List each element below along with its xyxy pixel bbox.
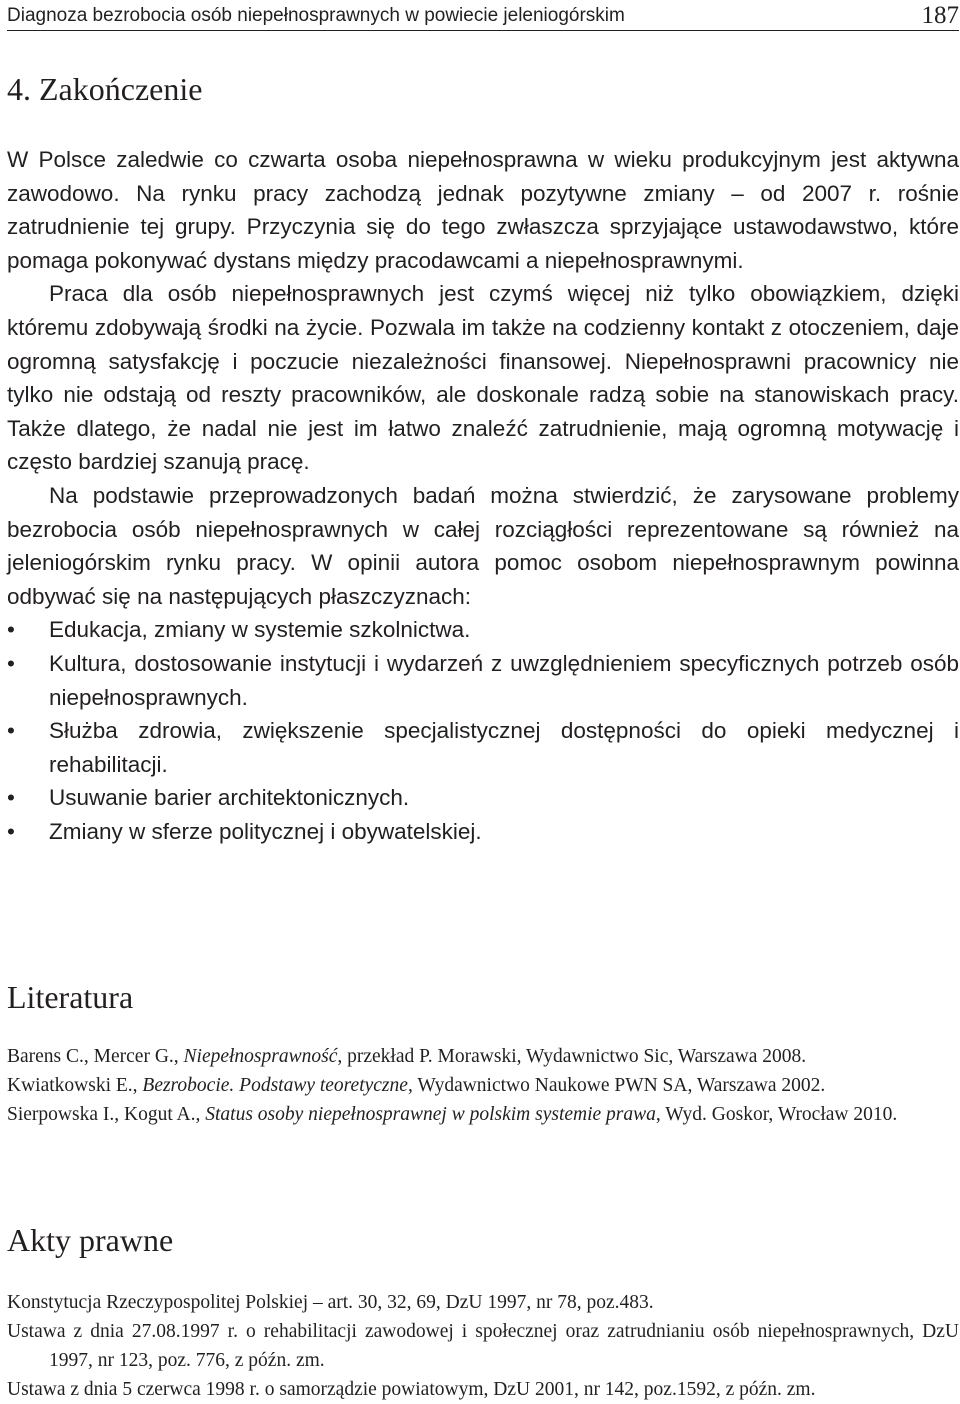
paragraph-3: Na podstawie przeprowadzonych badań można stwierdzić, że zarysowane problemy bezrobocia osób niepełnosprawnych w całej rozciągłości reprezentowane są również na jeleniogórskim rynku pracy. W opinii autora pomoc osobom niepełnosprawnym powinna odbywać się na następujących płaszczyznach:	[7, 482, 959, 609]
running-title: Diagnoza bezrobocia osób niepełnosprawnych w powiecie jeleniogórskim	[7, 5, 625, 26]
page-number: 187	[921, 2, 959, 29]
reference-title: Bezrobocie. Podstawy teoretyczne	[142, 1075, 408, 1096]
akty-prawne-heading: Akty prawne	[7, 1222, 174, 1258]
list-item	[7, 781, 959, 815]
list-item-text: Edukacja, zmiany w systemie szkolnictwa.	[49, 617, 471, 643]
bullet-icon: •	[7, 818, 15, 844]
reference-authors: Sierpowska I., Kogut A.,	[7, 1104, 206, 1125]
reference-item	[7, 1042, 959, 1071]
list-item	[7, 714, 959, 781]
reference-title: Status osoby niepełnosprawnej w polskim systemie prawa	[205, 1104, 656, 1125]
list-item-text: Zmiany w sferze politycznej i obywatelskiej.	[49, 818, 482, 844]
legal-act-item: Ustawa z dnia 5 czerwca 1998 r. o samorządzie powiatowym, DzU 2001, nr 142, poz.1592, z późn. zm.	[7, 1379, 816, 1400]
paragraph-2: Praca dla osób niepełnosprawnych jest czymś więcej niż tylko obowiązkiem, dzięki któremu zdobywają środki na życie. Pozwala im także na codzienny kontakt z otoczeniem, daje ogromną satysfakcję i poczucie niezależności finansowej. Niepełnosprawni pracownicy nie tylko nie odstają od reszty pracowników, ale doskonale radzą sobie na stanowiskach pracy. Także dlatego, że nadal nie jest im łatwo znaleźć zatrudnienie, mają ogromną motywację i często bardziej szanują pracę.	[7, 281, 959, 475]
legal-act-item: Ustawa z dnia 27.08.1997 r. o rehabilitacji zawodowej i społecznej oraz zatrudnianiu osób niepełnosprawnych, DzU 1997, nr 123, poz. 776, z późn. zm.	[7, 1321, 959, 1371]
reference-details: , Wyd. Goskor, Wrocław 2010.	[655, 1104, 898, 1125]
reference-authors: Barens C., Mercer G.,	[7, 1046, 184, 1067]
bullet-icon: •	[7, 718, 15, 744]
bullet-icon: •	[7, 650, 15, 676]
section-title: 4. Zakończenie	[7, 71, 203, 107]
legal-act-item: Konstytucja Rzeczypospolitej Polskiej – art. 30, 32, 69, DzU 1997, nr 78, poz.483.	[7, 1292, 654, 1313]
literatura-list	[7, 1042, 959, 1129]
reference-item	[7, 1100, 959, 1129]
literatura-heading: Literatura	[7, 979, 134, 1015]
list-item	[7, 613, 959, 647]
list-item-text: Służba zdrowia, zwiększenie specjalistycznej dostępności do opieki medycznej i rehabilitacji.	[49, 718, 959, 777]
book-page	[7, 0, 959, 1403]
bullet-icon: •	[7, 617, 15, 643]
reference-title: Niepełnosprawność	[183, 1046, 338, 1067]
list-item	[7, 815, 959, 849]
reference-details: , Wydawnictwo Naukowe PWN SA, Warszawa 2002.	[407, 1075, 826, 1096]
running-header	[7, 2, 959, 31]
reference-item	[7, 1071, 959, 1100]
body-text	[7, 143, 959, 848]
list-item-text: Kultura, dostosowanie instytucji i wydarzeń z uwzględnieniem specyficznych potrzeb osób niepełnosprawnych.	[49, 650, 959, 710]
bullet-icon: •	[7, 785, 15, 811]
akty-prawne-list	[7, 1288, 959, 1404]
reference-authors: Kwiatkowski E.,	[7, 1075, 143, 1096]
list-item-text: Usuwanie barier architektonicznych.	[49, 785, 410, 811]
recommendation-list	[7, 613, 959, 848]
paragraph-1: W Polsce zaledwie co czwarta osoba niepełnosprawna w wieku produkcyjnym jest aktywna zawodowo. Na rynku pracy zachodzą jednak pozytywne zmiany – od 2007 r. rośnie zatrudnienie tej grupy. Przyczynia się do tego zwłaszcza sprzyjające ustawodawstwo, które pomaga pokonywać dystans między pracodawcami a niepełnosprawnymi.	[7, 147, 959, 273]
reference-details: , przekład P. Morawski, Wydawnictwo Sic, Warszawa 2008.	[337, 1046, 807, 1067]
list-item	[7, 647, 959, 714]
